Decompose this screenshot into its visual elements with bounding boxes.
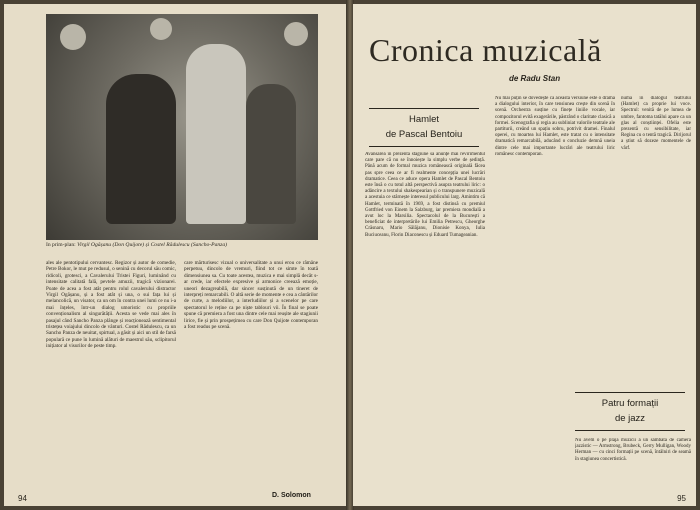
section-title: Cronica muzicală — [369, 32, 602, 68]
hamlet-column-1 — [365, 152, 485, 492]
article-text: Nu avem o pe plaja muzicii a un sâmbătă de cameră jazzistic — Armstrong, Brubeck, Gerry Mulligan, Woody Herman — cu cinci formații pe scenă, întâlniri de seamă în stagiunea concertistică. — [575, 438, 691, 462]
article-text: care mărturisesc vizual o universalitate a unui erou ce rămâne perpetuu, dincolo de vremuri, fiind tot ce simte în toată dimensiunea sa. Cu toate acestea, muzica e mai simplă decât s-ar crede, iar efectele expresive și armonice creează emoție, uneori dezagreabilă, dar sincer susținută de un tineret de interpreți remarcabili. O altă serie de momente e cea a cântărilor de curte, a melodiilor, a interludiilor și a scenelor pe care spectatorul le reține ca pe niște tablouri vii. În final se poate spune că premiera a fost una dintre cele mai reușite ale stagiunii lirice, fie și prin prospețimea cu care Don Quijote contemporan a fost readus pe scenă. — [184, 260, 318, 331]
divider — [575, 392, 685, 393]
right-page — [353, 4, 696, 506]
subsection-title-jazz — [575, 396, 685, 426]
article-text: ales ale pentotipului cervantesc. Regizor și autor de comedie, Petre Bokor, le mut pe redusul, o senină cu decorul său comic, ridicoli, grotesci, a Cavalerului Tristei Figuri, luminând cu intensitate calitată fală, pevtele amuzii, tragică vizionarei. Poate de acea a fost atât pentru rolul cavalerului distractor Virgil Ogășanu, și a fost atât și una, o sui fața lui și melancolică, un visator, ca un om în contra unei lumi ce nu i-a mai înțeles, într-un dialog umoristic cu propriile convenționalism al singurătății. Acesta se vede mai ales în pasajul când Sancho Panza plânge și reacționează sentimental tristețea voiajului dincolo de vânturi. Costel Rădulescu, ca un Sancho Panza de neuitat, spirtual, a găsit și aici un stil de farsă populară ce pune în lumină alături de maestrul său, sclipitorul inițiator al visurilor de peste timp. — [46, 260, 176, 350]
page-number: 95 — [677, 494, 686, 503]
article-text: Avansarea în prezenta stagiune să anunțe mai revirimentul care pare că nu se înnoiește la simplu verbe de ședință. Până acum de formal muzica românească originală făcea pas spre ceea ce ar fi realmente concepția unei lucrări dramatice. Ceea ce aduce opera Hamlet de Pascal Bentoiu este însă o cu totul altă perspectivă asupra teatrului liric: o adâncire a textului shakespearian și o transpunere muzicală a acestuia ce stârnește interesul publicului larg. Amintim că Hamlet, terminată în 1969, a fost distinsă cu premiul Gottfried von Einem la Salzburg, iar premiera mondială a avut loc la Marsilia. Spectacolul de la București a beneficiat de interpretările lui Emilia Petrescu, Gheorghe Crăsnaru, Mario Sălăjanu, Dionisie Konya, Iulia Buciuceanu, Florin Diaconescu și Eduard Tumageanian. — [365, 152, 485, 238]
caption-label: In prim-plan: — [46, 242, 76, 248]
caption-text: Virgil Ogășanu (Don Quijote) și Costel Rădulescu (Sancho-Panza) — [77, 242, 228, 248]
jazz-column — [575, 438, 691, 494]
divider — [369, 108, 479, 109]
article-text: Nu mai puțin se dovedește că această versiune este o dramă a dialogului interior, în care tensiunea crește din scenă în scenă. Orchestra susține cu finețe liniile vocale, iar compozitorul evită exagerările, păstrând o claritate clasică a formei. Scenografia și regia au subliniat valorile teatrale ale partiturii, creând un spațiu sobru, potrivit dramei. Finalul operei, cu moartea lui Hamlet, este tratat cu o intensitate dramatică remarcabilă, aducând o concluzie demnă uneia dintre cele mai importante lucrări ale teatrului liric românesc contemporan. — [495, 96, 615, 157]
subsection-title-line: Patru formații — [601, 398, 659, 409]
article-signature: D. Solomon — [272, 492, 311, 499]
subsection-title-line: de Pascal Bentoiu — [385, 129, 463, 140]
divider — [575, 430, 685, 431]
subsection-title-hamlet — [369, 112, 479, 142]
article-text: numa în dialogul teatrului (Hamlet) ca proprie lui voce. Spectrul: venită de pe lumea de umbre, fantoma tatălui apare ca un glas al conștiinței. Ofelia este prezentă cu sensibilitate, iar Regina cu o tentă tragică. Dirijorul a știut să dozeze momentele de vârf. — [621, 96, 691, 151]
divider — [369, 146, 479, 147]
page-number: 94 — [18, 494, 27, 503]
subsection-title-line: Hamlet — [408, 114, 440, 125]
hamlet-column-3 — [621, 96, 691, 386]
byline: de Radu Stan — [509, 74, 561, 83]
opera-photo — [46, 14, 318, 240]
hamlet-column-2 — [495, 96, 615, 496]
left-page — [4, 4, 347, 506]
article-column-2 — [184, 260, 318, 480]
subsection-title-line: de jazz — [614, 413, 646, 424]
article-column-1 — [46, 260, 176, 488]
photo-caption — [46, 242, 318, 249]
